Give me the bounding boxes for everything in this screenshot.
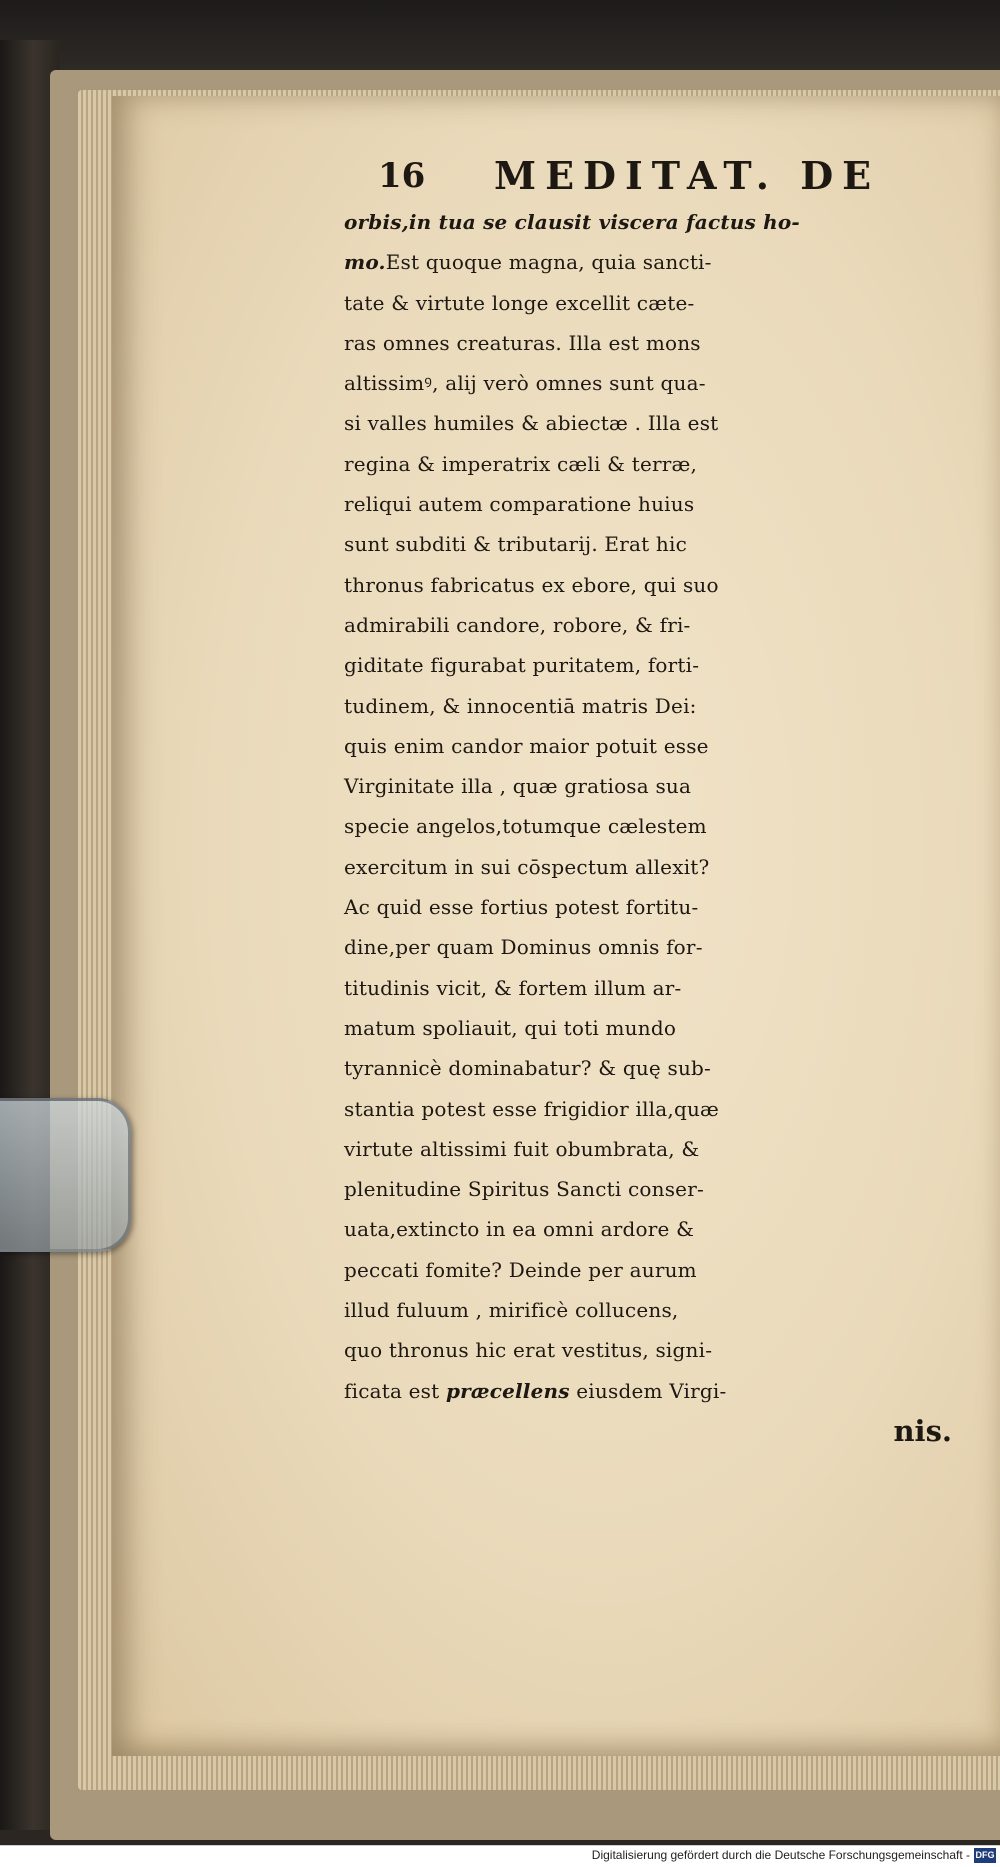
dfg-logo-icon: DFG (974, 1848, 996, 1863)
text-segment: admirabili candore, robore, & fri- (344, 612, 691, 637)
text-segment: giditate figurabat puritatem, forti- (344, 653, 700, 678)
text-line (344, 565, 974, 605)
text-segment: exercitum in sui cōspectum allexit? (344, 854, 710, 879)
text-line (344, 1089, 974, 1129)
text-segment: quo thronus hic erat vestitus, signi- (344, 1338, 713, 1363)
text-line (344, 484, 974, 524)
book-clasp (0, 1098, 131, 1252)
text-line (344, 524, 974, 564)
funding-credit: Digitalisierung gefördert durch die Deutsche Forschungsgemeinschaft - (591, 1848, 970, 1862)
text-line (344, 1250, 974, 1290)
text-segment: Est quoque magna, quia sancti- (385, 250, 712, 275)
italic-text-segment: mo. (344, 250, 386, 275)
text-segment: regina & imperatrix cæli & terræ, (344, 451, 698, 476)
text-segment: tate & virtute longe excellit cæte- (344, 290, 695, 315)
text-line (344, 847, 974, 887)
text-line (344, 927, 974, 967)
text-segment: plenitudine Spiritus Sancti conser- (344, 1177, 704, 1202)
text-line (344, 1048, 974, 1088)
text-line (344, 1371, 974, 1411)
text-line (344, 887, 974, 927)
text-line (344, 1330, 974, 1370)
text-segment: ficata est (344, 1378, 446, 1403)
text-segment: altissimꝰ, alij verò omnes sunt qua- (344, 371, 706, 396)
text-segment: eiusdem Virgi- (569, 1378, 727, 1403)
catchword: nis. (893, 1413, 952, 1448)
text-line (344, 645, 974, 685)
book-top-shadow (0, 0, 1000, 70)
text-segment: sunt subditi & tributarij. Erat hic (344, 532, 687, 557)
text-segment: uata,extincto in ea omni ardore & (344, 1217, 695, 1242)
text-lines (344, 202, 974, 1411)
text-segment: titudinis vicit, & fortem illum ar- (344, 975, 682, 1000)
text-line (344, 1209, 974, 1249)
text-line (344, 766, 974, 806)
text-segment: dine,per quam Dominus omnis for- (344, 935, 703, 960)
text-line (344, 605, 974, 645)
text-segment: ras omnes creaturas. Illa est mons (344, 330, 701, 355)
text-line (344, 444, 974, 484)
text-segment: thronus fabricatus ex ebore, qui suo (344, 572, 719, 597)
text-line (344, 968, 974, 1008)
text-segment: Virginitate illa , quæ gratiosa sua (344, 774, 692, 799)
text-line (344, 403, 974, 443)
text-segment: peccati fomite? Deinde per aurum (344, 1257, 697, 1282)
text-line (344, 686, 974, 726)
text-line (344, 242, 974, 282)
text-segment: virtute altissimi fuit obumbrata, & (344, 1136, 700, 1161)
text-segment: stantia potest esse frigidior illa,quæ (344, 1096, 720, 1121)
italic-text-segment: orbis,in tua se clausit viscera factus ho- (344, 210, 800, 234)
text-line (344, 202, 974, 242)
text-segment: Ac quid esse fortius potest fortitu- (344, 895, 699, 920)
text-segment: reliqui autem comparatione huius (344, 492, 695, 517)
text-segment: illud fuluum , mirificè collucens, (344, 1298, 679, 1323)
text-line (344, 726, 974, 766)
text-line (344, 323, 974, 363)
text-segment: tyrannicè dominabatur? & quę sub- (344, 1056, 712, 1081)
text-segment: si valles humiles & abiectæ . Illa est (344, 411, 719, 436)
page-number: 16 (378, 156, 426, 196)
page-text-block (344, 152, 974, 1451)
italic-text-segment: præcellens (445, 1378, 570, 1403)
text-line (344, 806, 974, 846)
text-line (344, 363, 974, 403)
text-segment: tudinem, & innocentiā matris Dei: (344, 693, 697, 718)
text-segment: matum spoliauit, qui toti mundo (344, 1015, 677, 1040)
text-segment: quis enim candor maior potuit esse (344, 733, 709, 758)
running-head (344, 152, 974, 200)
footer-bar (0, 1845, 1000, 1867)
text-line (344, 1129, 974, 1169)
text-line (344, 1290, 974, 1330)
running-head-title: MEDITAT. DE (494, 153, 881, 198)
text-line (344, 1169, 974, 1209)
text-line (344, 283, 974, 323)
text-segment: specie angelos,totumque cælestem (344, 814, 707, 839)
text-line (344, 1008, 974, 1048)
